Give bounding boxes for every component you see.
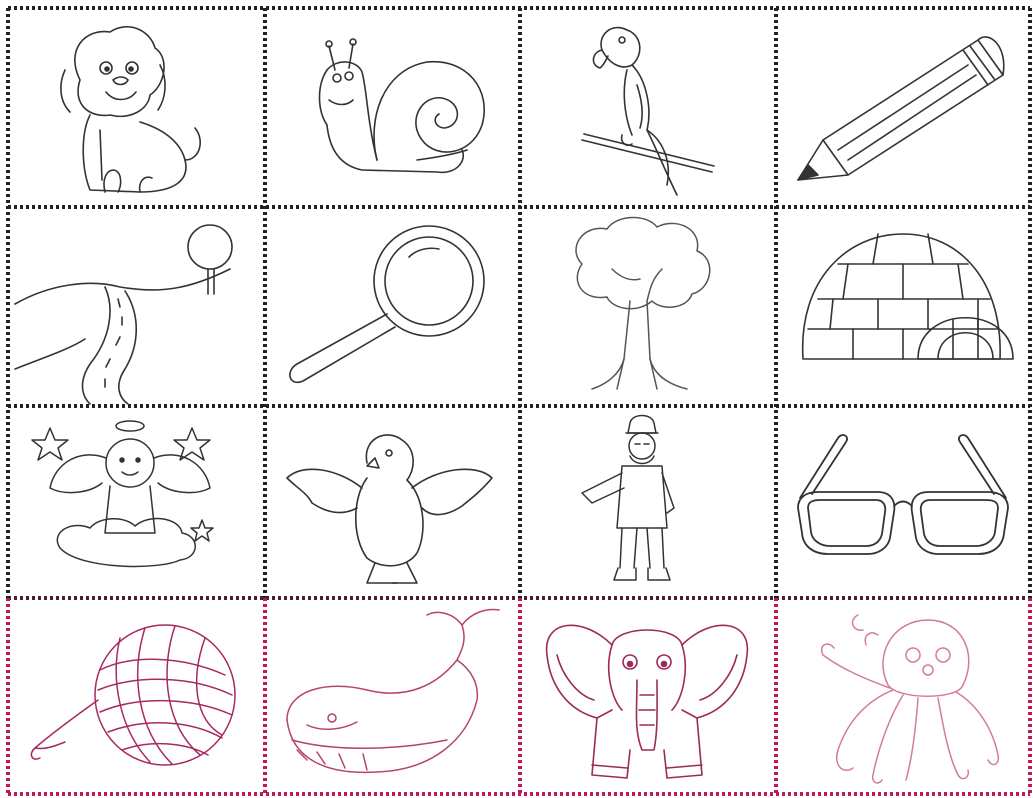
card-explorer bbox=[522, 408, 774, 596]
card-bird bbox=[267, 408, 518, 596]
angel-icon bbox=[10, 408, 263, 596]
card-whale bbox=[267, 600, 518, 792]
card-yarn-ball bbox=[10, 600, 263, 792]
parrot-icon bbox=[522, 10, 774, 205]
card-magnifying-glass bbox=[267, 209, 518, 404]
snail-icon bbox=[267, 10, 518, 205]
road-icon bbox=[10, 209, 263, 404]
card-elephant bbox=[522, 600, 774, 792]
card-parrot bbox=[522, 10, 774, 205]
yarn-ball-icon bbox=[10, 600, 263, 792]
explorer-icon bbox=[522, 408, 774, 596]
card-road bbox=[10, 209, 263, 404]
card-pencil bbox=[778, 10, 1028, 205]
pencil-icon bbox=[778, 10, 1028, 205]
octopus-icon bbox=[778, 600, 1028, 792]
card-snail bbox=[267, 10, 518, 205]
card-octopus bbox=[778, 600, 1028, 792]
elephant-icon bbox=[522, 600, 774, 792]
card-tree bbox=[522, 209, 774, 404]
glasses-icon bbox=[778, 408, 1028, 596]
card-angel bbox=[10, 408, 263, 596]
lion-icon bbox=[10, 10, 263, 205]
igloo-icon bbox=[778, 209, 1028, 404]
card-glasses bbox=[778, 408, 1028, 596]
bird-icon bbox=[267, 408, 518, 596]
card-igloo bbox=[778, 209, 1028, 404]
tree-icon bbox=[522, 209, 774, 404]
whale-icon bbox=[267, 600, 518, 792]
magnifying-glass-icon bbox=[267, 209, 518, 404]
card-lion bbox=[10, 10, 263, 205]
